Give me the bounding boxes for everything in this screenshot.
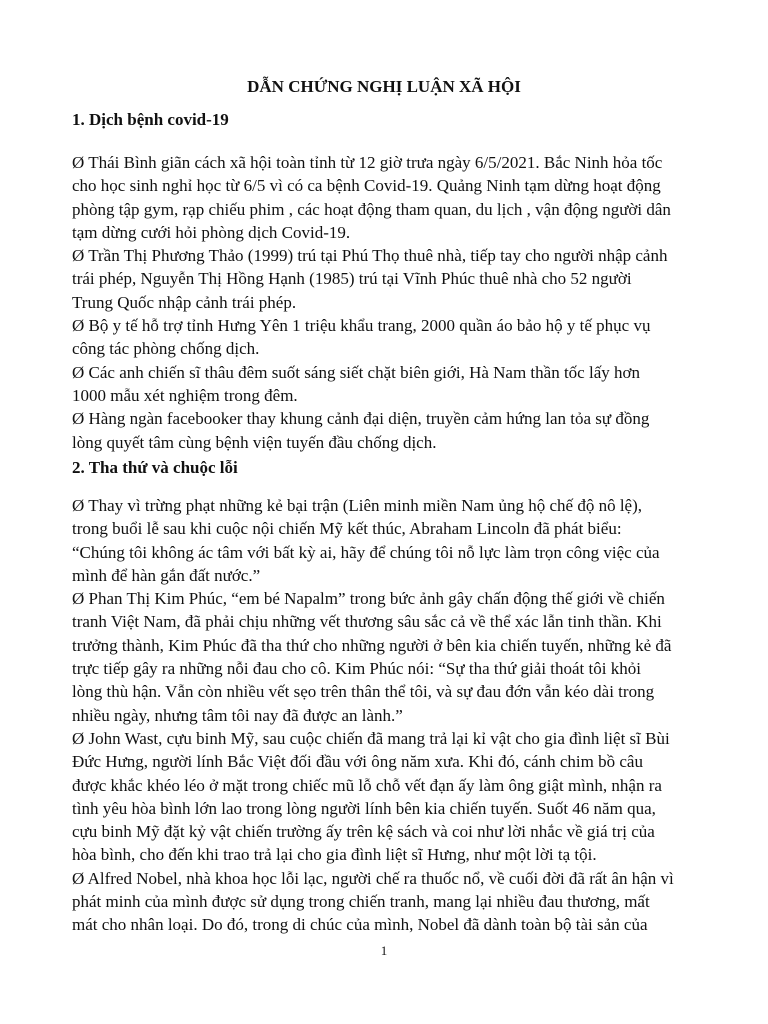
text-line: trực tiếp gây ra những nỗi đau cho cô. Kim Phúc nói: “Sự tha thứ giải thoát tôi khỏi [72, 659, 641, 679]
paragraph [72, 361, 702, 408]
text-line: tranh Việt Nam, đã phải chịu những vết thương sâu sắc cả về thể xác lẫn tinh thần. Khi [72, 612, 662, 632]
text-line: mát cho nhân loại. Do đó, trong di chúc của mình, Nobel đã dành toàn bộ tài sản của [72, 915, 648, 935]
section-heading-forgiveness: 2. Tha thứ và chuộc lỗi [72, 458, 238, 477]
text-line: Ø Các anh chiến sĩ thâu đêm suốt sáng siết chặt biên giới, Hà Nam thần tốc lấy hơn [72, 362, 640, 382]
text-line: mình để hàn gắn đất nước.” [72, 565, 261, 585]
text-line: được khắc khéo léo ở mặt trong chiếc mũ lỗ chỗ vết đạn ấy làm ông giật mình, nhận ra [72, 775, 662, 795]
text-line: Ø Trần Thị Phương Thảo (1999) trú tại Phú Thọ thuê nhà, tiếp tay cho người nhập cảnh [72, 246, 668, 266]
text-line: hòa bình, cho đến khi trao trả lại cho gia đình liệt sĩ Hưng, như một lời tạ tội. [72, 845, 597, 865]
text-line: tình yêu hòa bình lớn lao trong lòng người lính bên kia chiến tuyến. Suốt 46 năm qua, [72, 798, 656, 818]
text-line: trưởng thành, Kim Phúc đã tha thứ cho những người ở bên kia chiến tuyến, những kẻ đã [72, 635, 672, 655]
paragraph [72, 407, 702, 454]
text-line: Ø John Wast, cựu binh Mỹ, sau cuộc chiến đã mang trả lại kỉ vật cho gia đình liệt sĩ Bùi [72, 728, 670, 748]
section-heading-covid: 1. Dịch bệnh covid-19 [72, 110, 229, 129]
paragraph [72, 314, 702, 361]
paragraph [72, 151, 702, 244]
paragraph [72, 244, 702, 314]
text-line: Ø Hàng ngàn facebooker thay khung cảnh đại diện, truyền cảm hứng lan tỏa sự đồng [72, 409, 650, 429]
text-line: 1000 mẫu xét nghiệm trong đêm. [72, 385, 298, 405]
text-line: lòng quyết tâm cùng bệnh viện tuyến đầu chống dịch. [72, 432, 437, 452]
text-line: Ø Thay vì trừng phạt những kẻ bại trận (Liên minh miền Nam ủng hộ chế độ nô lệ), [72, 496, 643, 515]
paragraph [72, 727, 702, 867]
text-line: trái phép, Nguyễn Thị Hồng Hạnh (1985) trú tại Vĩnh Phúc thuê nhà cho 52 người [72, 269, 632, 289]
text-line: phòng tập gym, rạp chiếu phim , các hoạt động tham quan, du lịch , vận động người dân [72, 199, 671, 219]
text-line: “Chúng tôi không ác tâm với bất kỳ ai, hãy để chúng tôi nỗ lực làm trọn công việc của [72, 542, 660, 562]
text-line: cho học sinh nghỉ học từ 6/5 vì có ca bệnh Covid-19. Quảng Ninh tạm dừng hoạt động [72, 176, 661, 196]
text-line: trong buổi lễ sau khi cuộc nội chiến Mỹ kết thúc, Abraham Lincoln đã phát biểu: [72, 519, 622, 539]
text-line: Ø Alfred Nobel, nhà khoa học lỗi lạc, người chế ra thuốc nổ, về cuối đời đã rất ân hận vì [72, 868, 674, 888]
section-body-forgiveness [72, 494, 702, 937]
text-line: Trung Quốc nhập cảnh trái phép. [72, 292, 297, 312]
text-line: công tác phòng chống dịch. [72, 339, 260, 359]
section-body-covid [72, 151, 702, 454]
text-line: Ø Bộ y tế hỗ trợ tỉnh Hưng Yên 1 triệu khẩu trang, 2000 quần áo bảo hộ y tế phục vụ [72, 316, 651, 336]
page-number: 1 [380, 943, 388, 958]
text-line: lòng thù hận. Vẫn còn nhiều vết sẹo trên thân thể tôi, và sự đau đớn vẫn kéo dài trong [72, 682, 655, 702]
paragraph [72, 587, 702, 727]
text-line: Ø Phan Thị Kim Phúc, “em bé Napalm” trong bức ảnh gây chấn động thế giới về chiến [72, 589, 665, 609]
text-line: Ø Thái Bình giãn cách xã hội toàn tỉnh từ 12 giờ trưa ngày 6/5/2021. Bắc Ninh hỏa tốc [72, 153, 663, 172]
text-line: phát minh của mình được sử dụng trong chiến tranh, mang lại nhiều đau thương, mất [72, 892, 650, 912]
text-line: tạm dừng cưới hỏi phòng dịch Covid-19. [72, 222, 351, 242]
paragraph [72, 494, 702, 587]
paragraph [72, 867, 702, 937]
document-title: DẪN CHỨNG NGHỊ LUẬN XÃ HỘI [247, 77, 521, 96]
text-line: Đức Hưng, người lính Bắc Việt đối đầu với ông năm xưa. Khi đó, cánh chim bồ câu [72, 752, 643, 772]
text-line: cựu binh Mỹ đặt kỷ vật chiến trường ấy trên kệ sách và coi như lời nhắc về giá trị của [72, 822, 655, 842]
text-line: nhiều ngày, nhưng tâm tôi nay đã được an lành.” [72, 705, 403, 725]
